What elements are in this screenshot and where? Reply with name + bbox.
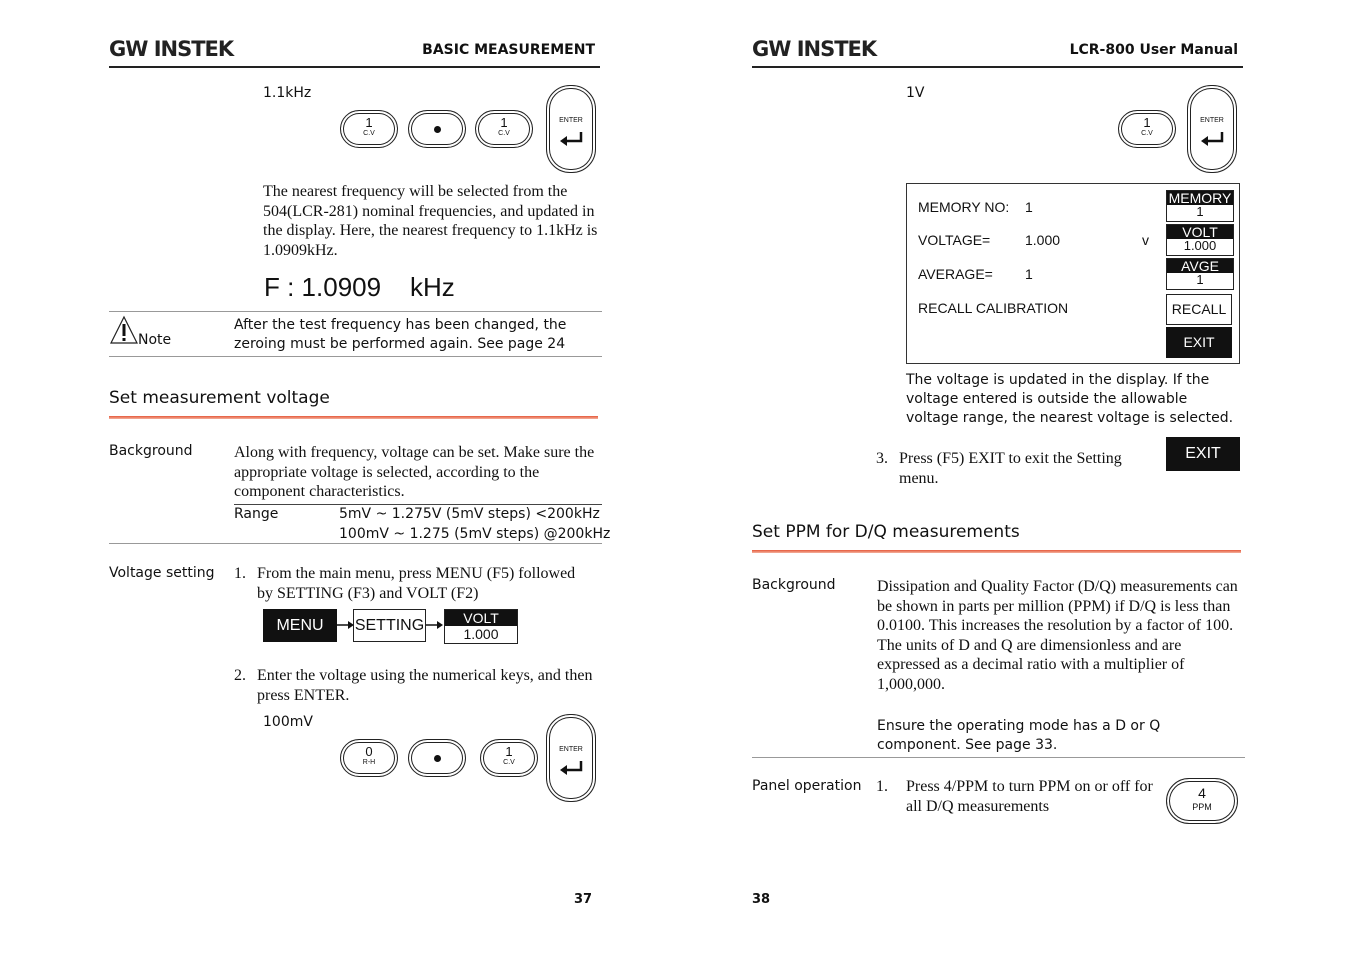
voltage-unit: v xyxy=(1142,232,1149,248)
key-1-cv[interactable] xyxy=(1118,110,1176,148)
range-line-1: 5mV ~ 1.275V (5mV steps) <200kHz xyxy=(339,506,600,522)
header-title: LCR-800 User Manual xyxy=(1069,42,1238,58)
key-digit: 1 xyxy=(500,115,508,130)
recall-calibration-label: RECALL CALIBRATION xyxy=(918,300,1069,316)
avge-softkey-label: AVGE xyxy=(1167,259,1233,273)
background-text: Along with frequency, voltage can be set. Make sure the appropriate voltage is selected, according to the component characteristics. xyxy=(234,444,595,501)
memory-value: 1 xyxy=(1025,199,1033,215)
section-underline xyxy=(109,416,598,419)
key-decimal-point[interactable] xyxy=(408,110,466,148)
key-1-cv[interactable] xyxy=(475,110,533,148)
section-underline xyxy=(752,550,1241,553)
enter-arrow-icon xyxy=(559,132,583,146)
setting-button[interactable]: SETTING xyxy=(353,609,426,642)
volt-softkey-value: 1.000 xyxy=(463,626,499,642)
avge-softkey[interactable] xyxy=(1166,258,1234,290)
step-1-text: Press 4/PPM to turn PPM on or off for all D/Q measurements xyxy=(906,778,1153,815)
background-text: Dissipation and Quality Factor (D/Q) measurements can be shown in parts per million (PPM) if D/Q is less than 0.0100. This increases the resolution by a factor of 100. The units of D and Q are dimensionless and are expressed as a decimal ratio with a multiplier of 1,000,000. xyxy=(877,578,1238,693)
ensure-text: Ensure the operating mode has a D or Q component. See page 33. xyxy=(877,718,1161,753)
note-top-rule xyxy=(109,311,602,312)
gw-instek-logo: GW INSTEK xyxy=(752,37,877,61)
freq-display: F : 1.0909 kHz xyxy=(264,272,455,302)
enter-arrow-icon xyxy=(559,761,583,775)
volt-softkey[interactable] xyxy=(444,609,518,644)
step-1-text: From the main menu, press MENU (F5) followed by SETTING (F3) and VOLT (F2) xyxy=(257,565,576,602)
header-rule xyxy=(752,66,1243,68)
enter-key-label: ENTER xyxy=(559,746,583,753)
key-digit: 1 xyxy=(365,115,373,130)
note-text: After the test frequency has been changed, the zeroing must be performed again. See page 24 xyxy=(234,317,567,352)
volt-softkey-label: VOLT xyxy=(1167,225,1233,239)
range-line-2: 100mV ~ 1.275 (5mV steps) @200kHz xyxy=(339,526,611,542)
step-2-num: 2. xyxy=(234,667,246,684)
panel-operation-label: Panel operation xyxy=(752,778,862,794)
memory-softkey-value: 1 xyxy=(1196,204,1204,219)
volt-softkey-label: VOLT xyxy=(445,610,517,626)
exit-button[interactable]: EXIT xyxy=(1166,437,1240,471)
volt-softkey-value: 1.000 xyxy=(1183,238,1217,253)
enter-arrow-icon xyxy=(1200,132,1224,146)
freq-example-label: 1.1kHz xyxy=(263,85,312,101)
average-label: AVERAGE= xyxy=(918,266,993,282)
enter-key-label: ENTER xyxy=(1200,117,1224,124)
arrow-right-icon xyxy=(426,620,444,630)
range-bottom-rule xyxy=(109,543,602,544)
note-label: Note xyxy=(138,332,172,348)
key-1-cv[interactable] xyxy=(340,110,398,148)
average-value: 1 xyxy=(1025,266,1033,282)
memory-softkey-label: MEMORY xyxy=(1168,190,1232,206)
dot-icon xyxy=(434,126,441,133)
enter-key[interactable] xyxy=(546,85,596,173)
background-label: Background xyxy=(752,577,836,593)
enter-key[interactable] xyxy=(1187,85,1237,173)
voltage-value: 1.000 xyxy=(1025,232,1061,248)
key-4-ppm[interactable] xyxy=(1166,778,1238,824)
key-sub: C.V xyxy=(363,130,375,137)
note-bottom-rule xyxy=(109,356,602,357)
key-sub: R-H xyxy=(362,759,376,766)
dot-icon xyxy=(434,755,441,762)
background-bottom-rule xyxy=(752,757,1245,758)
volt-softkey[interactable] xyxy=(1166,224,1234,256)
freq-paragraph: The nearest frequency will be selected from the 504(LCR-281) nominal frequencies, and updated in the display. Here, the nearest frequency to 1.1kHz is 1.0909kHz. xyxy=(263,183,598,259)
memory-label: MEMORY NO: xyxy=(918,199,1010,215)
v-example-label: 1V xyxy=(906,85,925,101)
section-title: Set PPM for D/Q measurements xyxy=(752,522,1020,542)
page-number: 37 xyxy=(574,892,593,907)
header-rule xyxy=(109,66,600,68)
key-sub: C.V xyxy=(503,759,515,766)
step-3-num: 3. xyxy=(876,450,888,467)
range-label: Range xyxy=(234,506,279,522)
key-1-cv[interactable] xyxy=(480,739,538,777)
step-1-num: 1. xyxy=(876,778,888,795)
key-sub: PPM xyxy=(1192,802,1212,812)
mv-example-label: 100mV xyxy=(263,714,313,730)
warning-icon xyxy=(109,315,139,345)
voltage-label: VOLTAGE= xyxy=(918,232,991,248)
enter-key-label: ENTER xyxy=(559,117,583,124)
recall-softkey[interactable]: RECALL xyxy=(1166,294,1232,325)
key-decimal-point[interactable] xyxy=(408,739,466,777)
key-digit: 1 xyxy=(1143,115,1151,130)
enter-key[interactable] xyxy=(546,714,596,802)
key-digit: 1 xyxy=(505,744,513,759)
section-title: Set measurement voltage xyxy=(109,388,330,408)
key-sub: C.V xyxy=(1141,130,1153,137)
menu-button[interactable]: MENU xyxy=(263,609,337,642)
lcd-screen xyxy=(906,183,1240,364)
background-label: Background xyxy=(109,443,193,459)
step-2-text: Enter the voltage using the numerical keys, and then press ENTER. xyxy=(257,667,593,704)
voltage-setting-label: Voltage setting xyxy=(109,565,215,581)
step-3-text: Press (F5) EXIT to exit the Setting menu. xyxy=(899,450,1122,487)
key-sub: C.V xyxy=(498,130,510,137)
volt-update-text: The voltage is updated in the display. If the voltage entered is outside the allowable voltage range, the nearest voltage is selected. xyxy=(906,372,1234,426)
gw-instek-logo: GW INSTEK xyxy=(109,37,234,61)
exit-softkey[interactable]: EXIT xyxy=(1166,327,1232,358)
memory-softkey[interactable] xyxy=(1166,190,1234,222)
key-0-rh[interactable] xyxy=(340,739,398,777)
header-title: BASIC MEASUREMENT xyxy=(422,42,595,58)
key-digit: 0 xyxy=(365,744,373,759)
avge-softkey-value: 1 xyxy=(1196,272,1204,287)
key-digit: 4 xyxy=(1198,785,1206,801)
step-1-num: 1. xyxy=(234,565,246,582)
page-number: 38 xyxy=(752,892,771,907)
